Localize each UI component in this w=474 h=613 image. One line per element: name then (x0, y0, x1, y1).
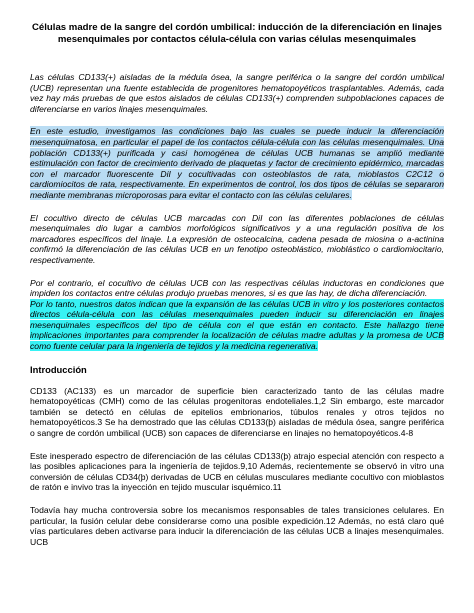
intro-paragraph-1: CD133 (AC133) es un marcador de superficie bien caracterizado tanto de las células madre hematopoyéticas (CMH) como de las células progenitoras endoteliales.1,2 Sin embargo, este marcador también se detectó en células de epitelios embrionarios, túbulos renales y otros tejidos no hematopoyéticos.3 Se ha demostrado que las células CD133(þ) aisladas de médula ósea, sangre periférica o sangre de cordón umbilical (UCB) son capaces de diferenciarse en linajes no hematopoyéticos.4-8 (30, 385, 444, 439)
highlighted-text: En este estudio, investigamos las condiciones bajo las cuales se puede inducir la diferenciación mesenquimatosa, en particular el papel de los contactos célula-célula con las células mesenquimales. Una población CD133(+) purificada y casi homogénea de células UCB humanas se amplió mediante estimulación con factor de crecimiento derivado de plaquetas y factor de crecimiento epidérmico, marcadas con el marcador fluorescente DiI y cocultivadas con osteoblastos de rata, mioblastos C2C12 o cardiomiocitos de rata, respectivamente. En experimentos de control, los dos tipos de células se separaron mediante membranas microporosas para evitar el contacto con las células celulares. (30, 126, 444, 200)
abstract-paragraph-1: Las células CD133(+) aisladas de la médula ósea, la sangre periférica o la sangre del cordón umbilical (UCB) representan una fuente establecida de progenitores hematopoyéticos trasplantables. Además, cada vez hay más pruebas de que estos aislados de células CD133(+) comprenden subpoblaciones capaces de diferenciarse en varios linajes mesenquimales. (30, 72, 444, 114)
abstract-paragraph-4: Por el contrario, el cocultivo de células UCB con las respectivas células inductoras en condiciones que impiden los contactos entre células produjo pruebas menores, si es que las hay, de dicha diferenciación. (30, 277, 444, 299)
abstract-paragraph-2 (30, 126, 444, 200)
intro-paragraph-3: Todavía hay mucha controversia sobre los mecanismos responsables de tales transiciones celulares. En particular, la fusión celular debe considerarse como una posible expedición.12 Además, no está claro qué vías particulares deben activarse para inducir la diferenciación de las células UCB a linajes mesenquimales. UCB (30, 505, 444, 547)
section-heading: Introducción (30, 363, 87, 375)
highlighted-text: Por lo tanto, nuestros datos indican que la expansión de las células UCB in vitro y los posteriores contactos directos célula-célula con las células mesenquimales pueden inducir su diferenciación en linajes mesenquimales específicos del tipo de célula con el que están en contacto. Este hallazgo tiene implicaciones importantes para comprender la localización de células madre adultas y la promesa de UCB como fuente celular para la ingeniería de tejidos y la medicina regenerativa. (30, 298, 444, 352)
intro-paragraph-2: Este inesperado espectro de diferenciación de las células CD133(þ) atrajo especial atención con respecto a las posibles aplicaciones para la ingeniería de tejidos.9,10 Además, recientemente se observó in vitro una conversión de células CD34(þ) derivadas de UCB en células musculares mediante cocultivo con mioblastos de ratón e invivo tras la inyección en tejido muscular isquémico.11 (30, 450, 444, 493)
abstract-paragraph-3: El cocultivo directo de células UCB marcadas con DiI con las diferentes poblaciones de células mesenquimales dio lugar a cambios morfológicos significativos y a una regulación positiva de los marcadores específicos del linaje. La expresión de osteocalcina, cadena pesada de miosina o a-actinina confirmó la diferenciación de las células UCB en un fenotipo osteoblástico, mioblástico o cardiomiocitario, respectivamente. (30, 212, 444, 265)
document-title: Células madre de la sangre del cordón umbilical: inducción de la diferenciación en linajes mesenquimales por contactos célula-célula con varias células mesenquimales (32, 22, 442, 45)
abstract-paragraph-5 (30, 299, 444, 352)
